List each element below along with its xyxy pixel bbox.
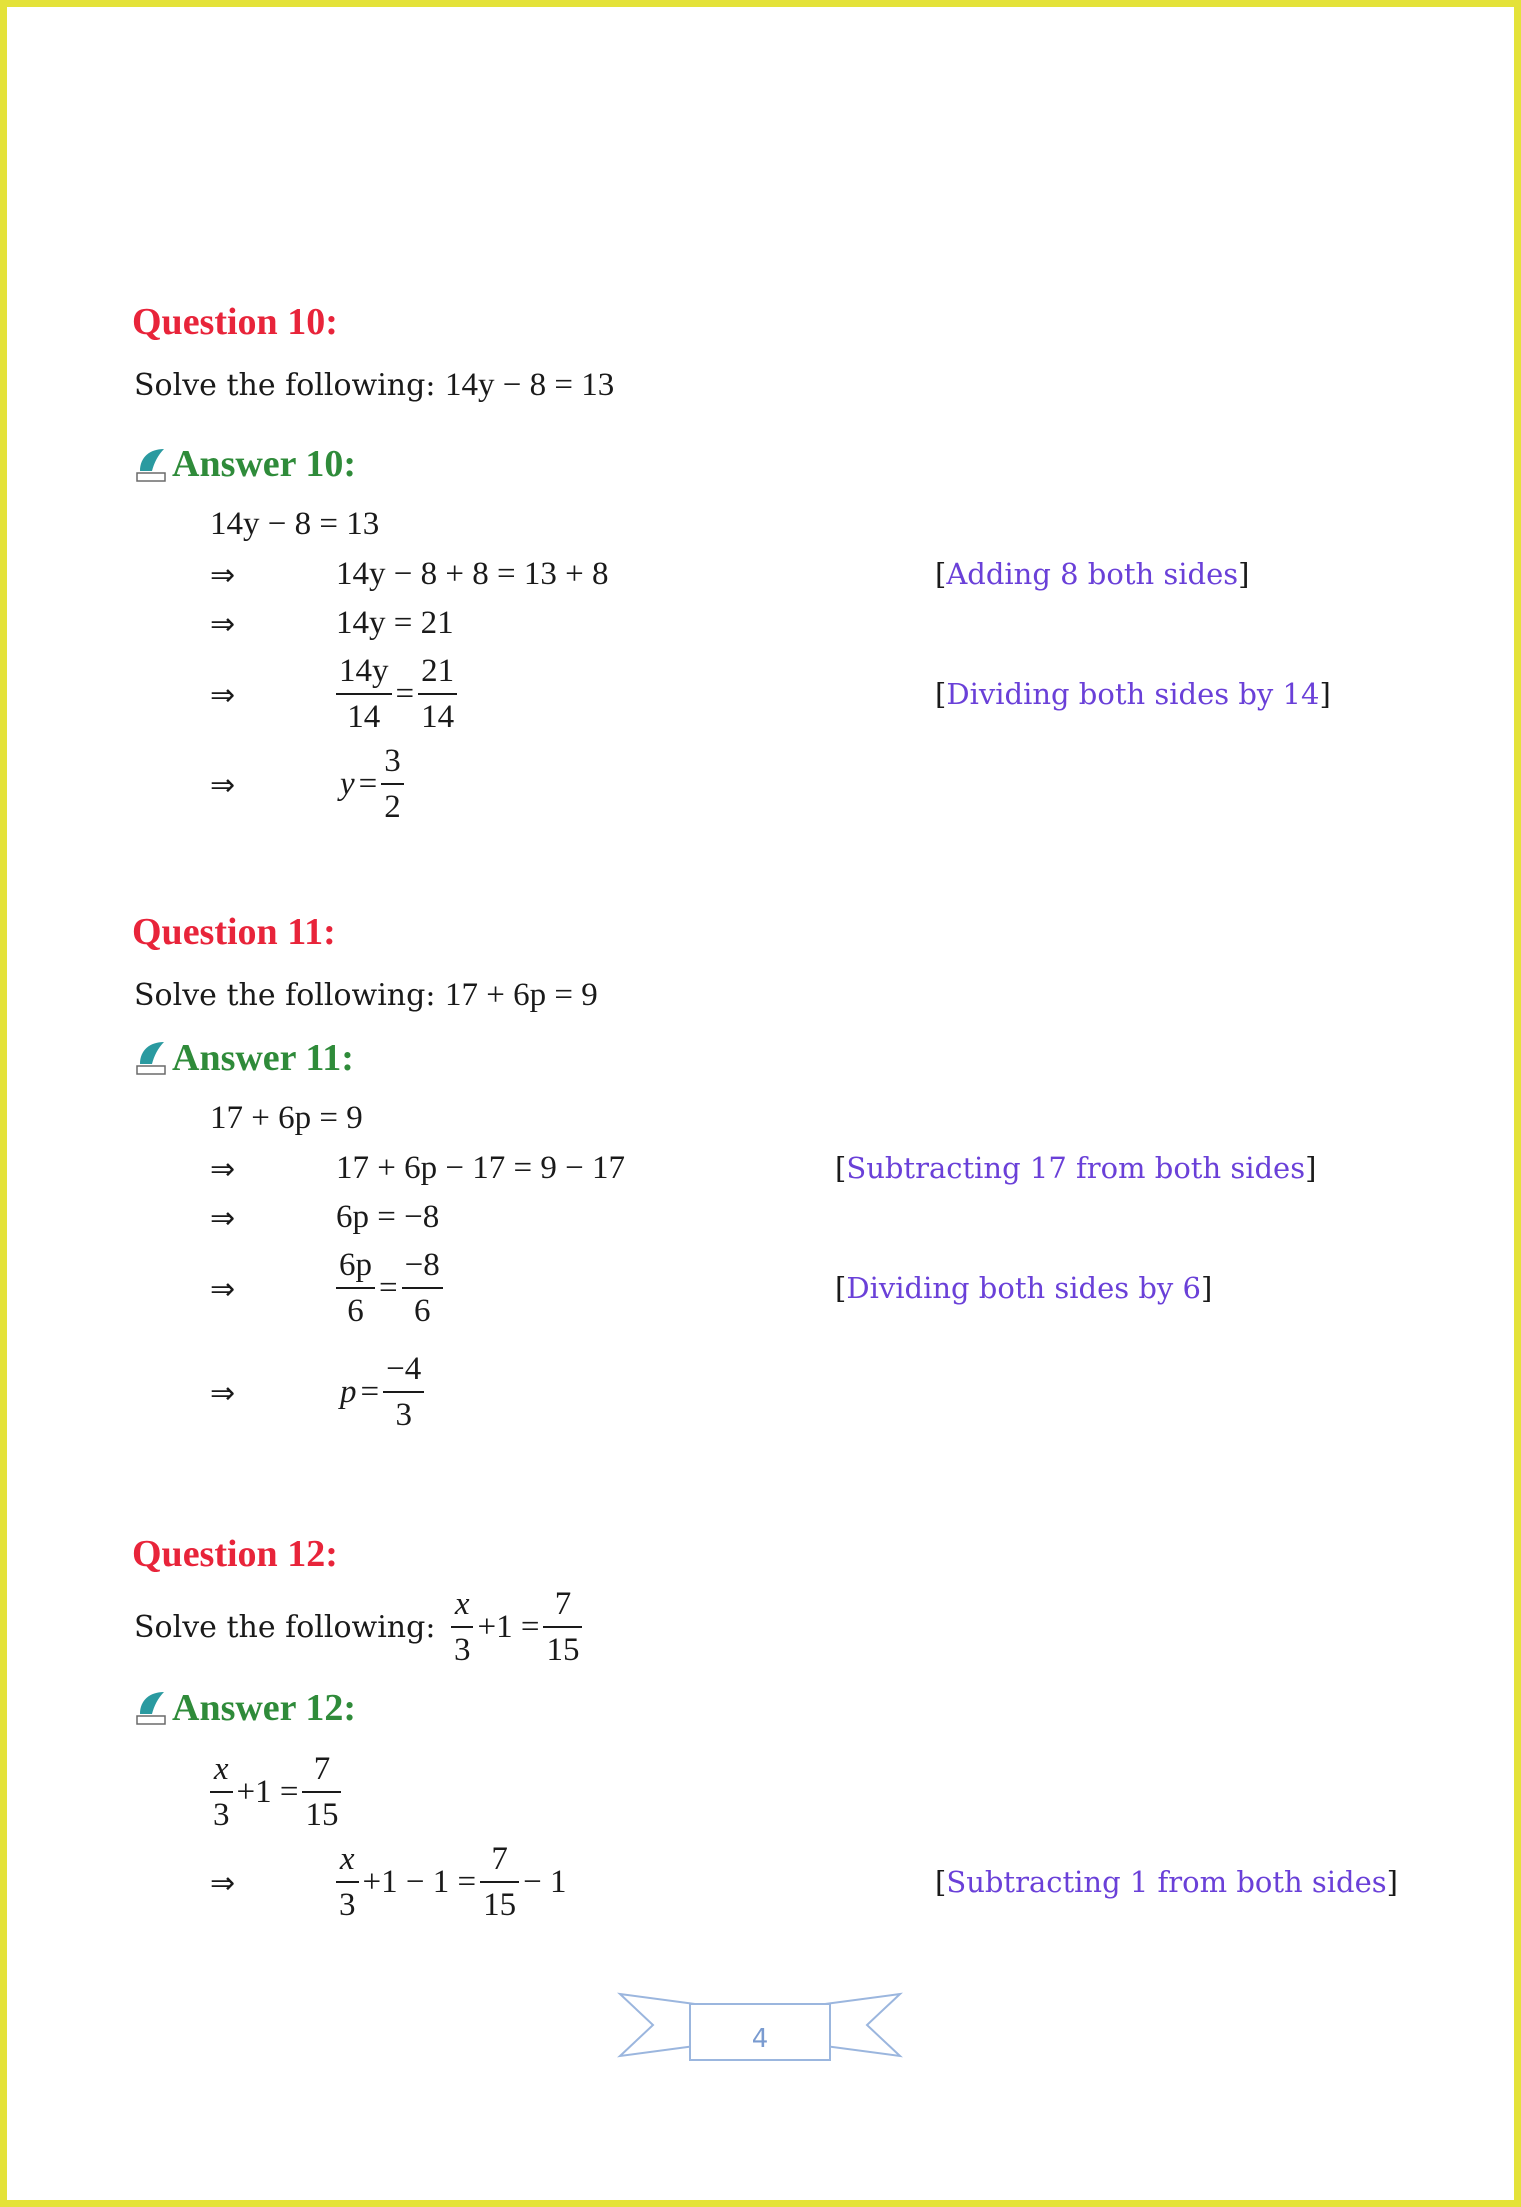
close-bracket: ] [1305,1151,1317,1185]
note-text: Subtracting 1 from both sides [946,1865,1387,1899]
variable: y [340,766,355,802]
note-text: Subtracting 17 from both sides [846,1151,1306,1185]
open-bracket: [ [935,557,947,591]
operator: +1 = [236,1774,299,1810]
denominator: 14 [421,699,455,735]
equals-sign: = [360,1374,380,1410]
implies-symbol: ⇒ [210,1152,236,1187]
open-bracket: [ [835,1271,847,1305]
a11-step3-note [835,1271,1212,1305]
answer-10-title: Answer 10: [172,443,357,485]
note-text: Dividing both sides by 14 [946,677,1320,711]
close-bracket: ] [1200,1271,1213,1305]
numerator: −8 [402,1249,443,1289]
denominator: 3 [339,1887,356,1923]
question-12-title: Question 12: [132,1533,338,1575]
denominator: 14 [347,699,381,735]
fraction [543,1588,582,1667]
equals-sign: = [358,766,378,802]
a10-step1: 14y − 8 + 8 = 13 + 8 [336,556,609,592]
a10-step3-note [935,677,1331,711]
numerator: −4 [383,1353,424,1393]
answer-icon [134,1690,168,1726]
a10-step0: 14y − 8 = 13 [210,506,380,542]
implies-symbol: ⇒ [210,1376,236,1411]
a11-step3 [336,1249,443,1328]
question-10-text [134,367,614,404]
page-number: 4 [751,2024,769,2054]
question-10-equation: 14y − 8 = 13 [444,367,615,403]
denominator: 2 [384,789,401,825]
close-bracket: ] [1386,1865,1398,1899]
a12-step0 [210,1753,341,1832]
fraction [336,655,392,734]
denominator: 6 [347,1293,364,1329]
a11-step1: 17 + 6p − 17 = 9 − 17 [336,1150,625,1186]
question-11-text [134,977,598,1014]
a12-step1 [336,1843,566,1922]
numerator: x [336,1843,359,1883]
a11-step2: 6p = −8 [336,1199,440,1235]
operator: +1 − 1 = [362,1864,477,1900]
a10-step1-note [935,557,1249,591]
numerator: x [451,1588,474,1628]
denominator: 6 [413,1293,431,1329]
equals-sign: = [395,676,415,712]
denominator: 15 [305,1797,339,1833]
numerator: 21 [418,655,457,695]
denominator: 3 [453,1632,471,1668]
denominator: 3 [213,1797,230,1833]
a10-step3 [336,655,457,734]
denominator: 3 [395,1397,412,1433]
implies-symbol: ⇒ [210,607,236,642]
numerator: 7 [302,1753,341,1793]
implies-symbol: ⇒ [210,678,236,713]
answer-12-title: Answer 12: [172,1687,357,1729]
answer-11-title: Answer 11: [172,1037,354,1079]
numerator: 6p [336,1249,375,1289]
fraction [336,1249,375,1328]
question-11-title: Question 11: [132,911,336,953]
fraction [381,745,404,824]
question-12-prompt: Solve the following: [134,1610,436,1645]
question-11-equation: 17 + 6p = 9 [444,977,598,1013]
fraction [480,1843,519,1922]
question-10-title: Question 10: [132,301,338,343]
a11-step4 [340,1353,424,1432]
fraction [402,1249,443,1328]
implies-symbol: ⇒ [210,558,236,593]
numerator: 3 [381,745,404,785]
numerator: 7 [480,1843,519,1883]
answer-icon [134,1040,168,1076]
question-11-prompt: Solve the following: [134,978,436,1013]
close-bracket: ] [1238,557,1250,591]
a10-step2: 14y = 21 [336,605,454,641]
open-bracket: [ [835,1151,847,1185]
question-10-prompt: Solve the following: [134,368,436,403]
fraction [383,1353,424,1432]
fraction [336,1843,359,1922]
implies-symbol: ⇒ [210,1866,236,1901]
open-bracket: [ [935,677,947,711]
answer-icon [134,447,168,483]
implies-symbol: ⇒ [210,768,236,803]
fraction [418,655,457,734]
equals-sign: = [379,1270,398,1306]
question-12-text [134,1588,582,1667]
a11-step1-note [835,1151,1316,1185]
numerator: 14y [336,655,392,695]
numerator: x [210,1753,233,1793]
fraction [210,1753,233,1832]
operator: − 1 [523,1864,567,1900]
note-text: Adding 8 both sides [946,557,1239,591]
implies-symbol: ⇒ [210,1272,236,1307]
fraction [302,1753,341,1832]
question-12-equation [451,1588,582,1667]
close-bracket: ] [1319,677,1331,711]
numerator: 7 [543,1588,582,1628]
denominator: 15 [546,1632,580,1668]
a12-step1-note [935,1865,1398,1899]
variable: p [340,1374,357,1410]
open-bracket: [ [935,1865,947,1899]
denominator: 15 [483,1887,517,1923]
a11-step0: 17 + 6p = 9 [210,1100,363,1136]
implies-symbol: ⇒ [210,1201,236,1236]
operator: +1 = [477,1609,540,1645]
note-text: Dividing both sides by 6 [846,1271,1201,1305]
fraction [451,1588,474,1667]
a10-step4 [340,745,404,824]
